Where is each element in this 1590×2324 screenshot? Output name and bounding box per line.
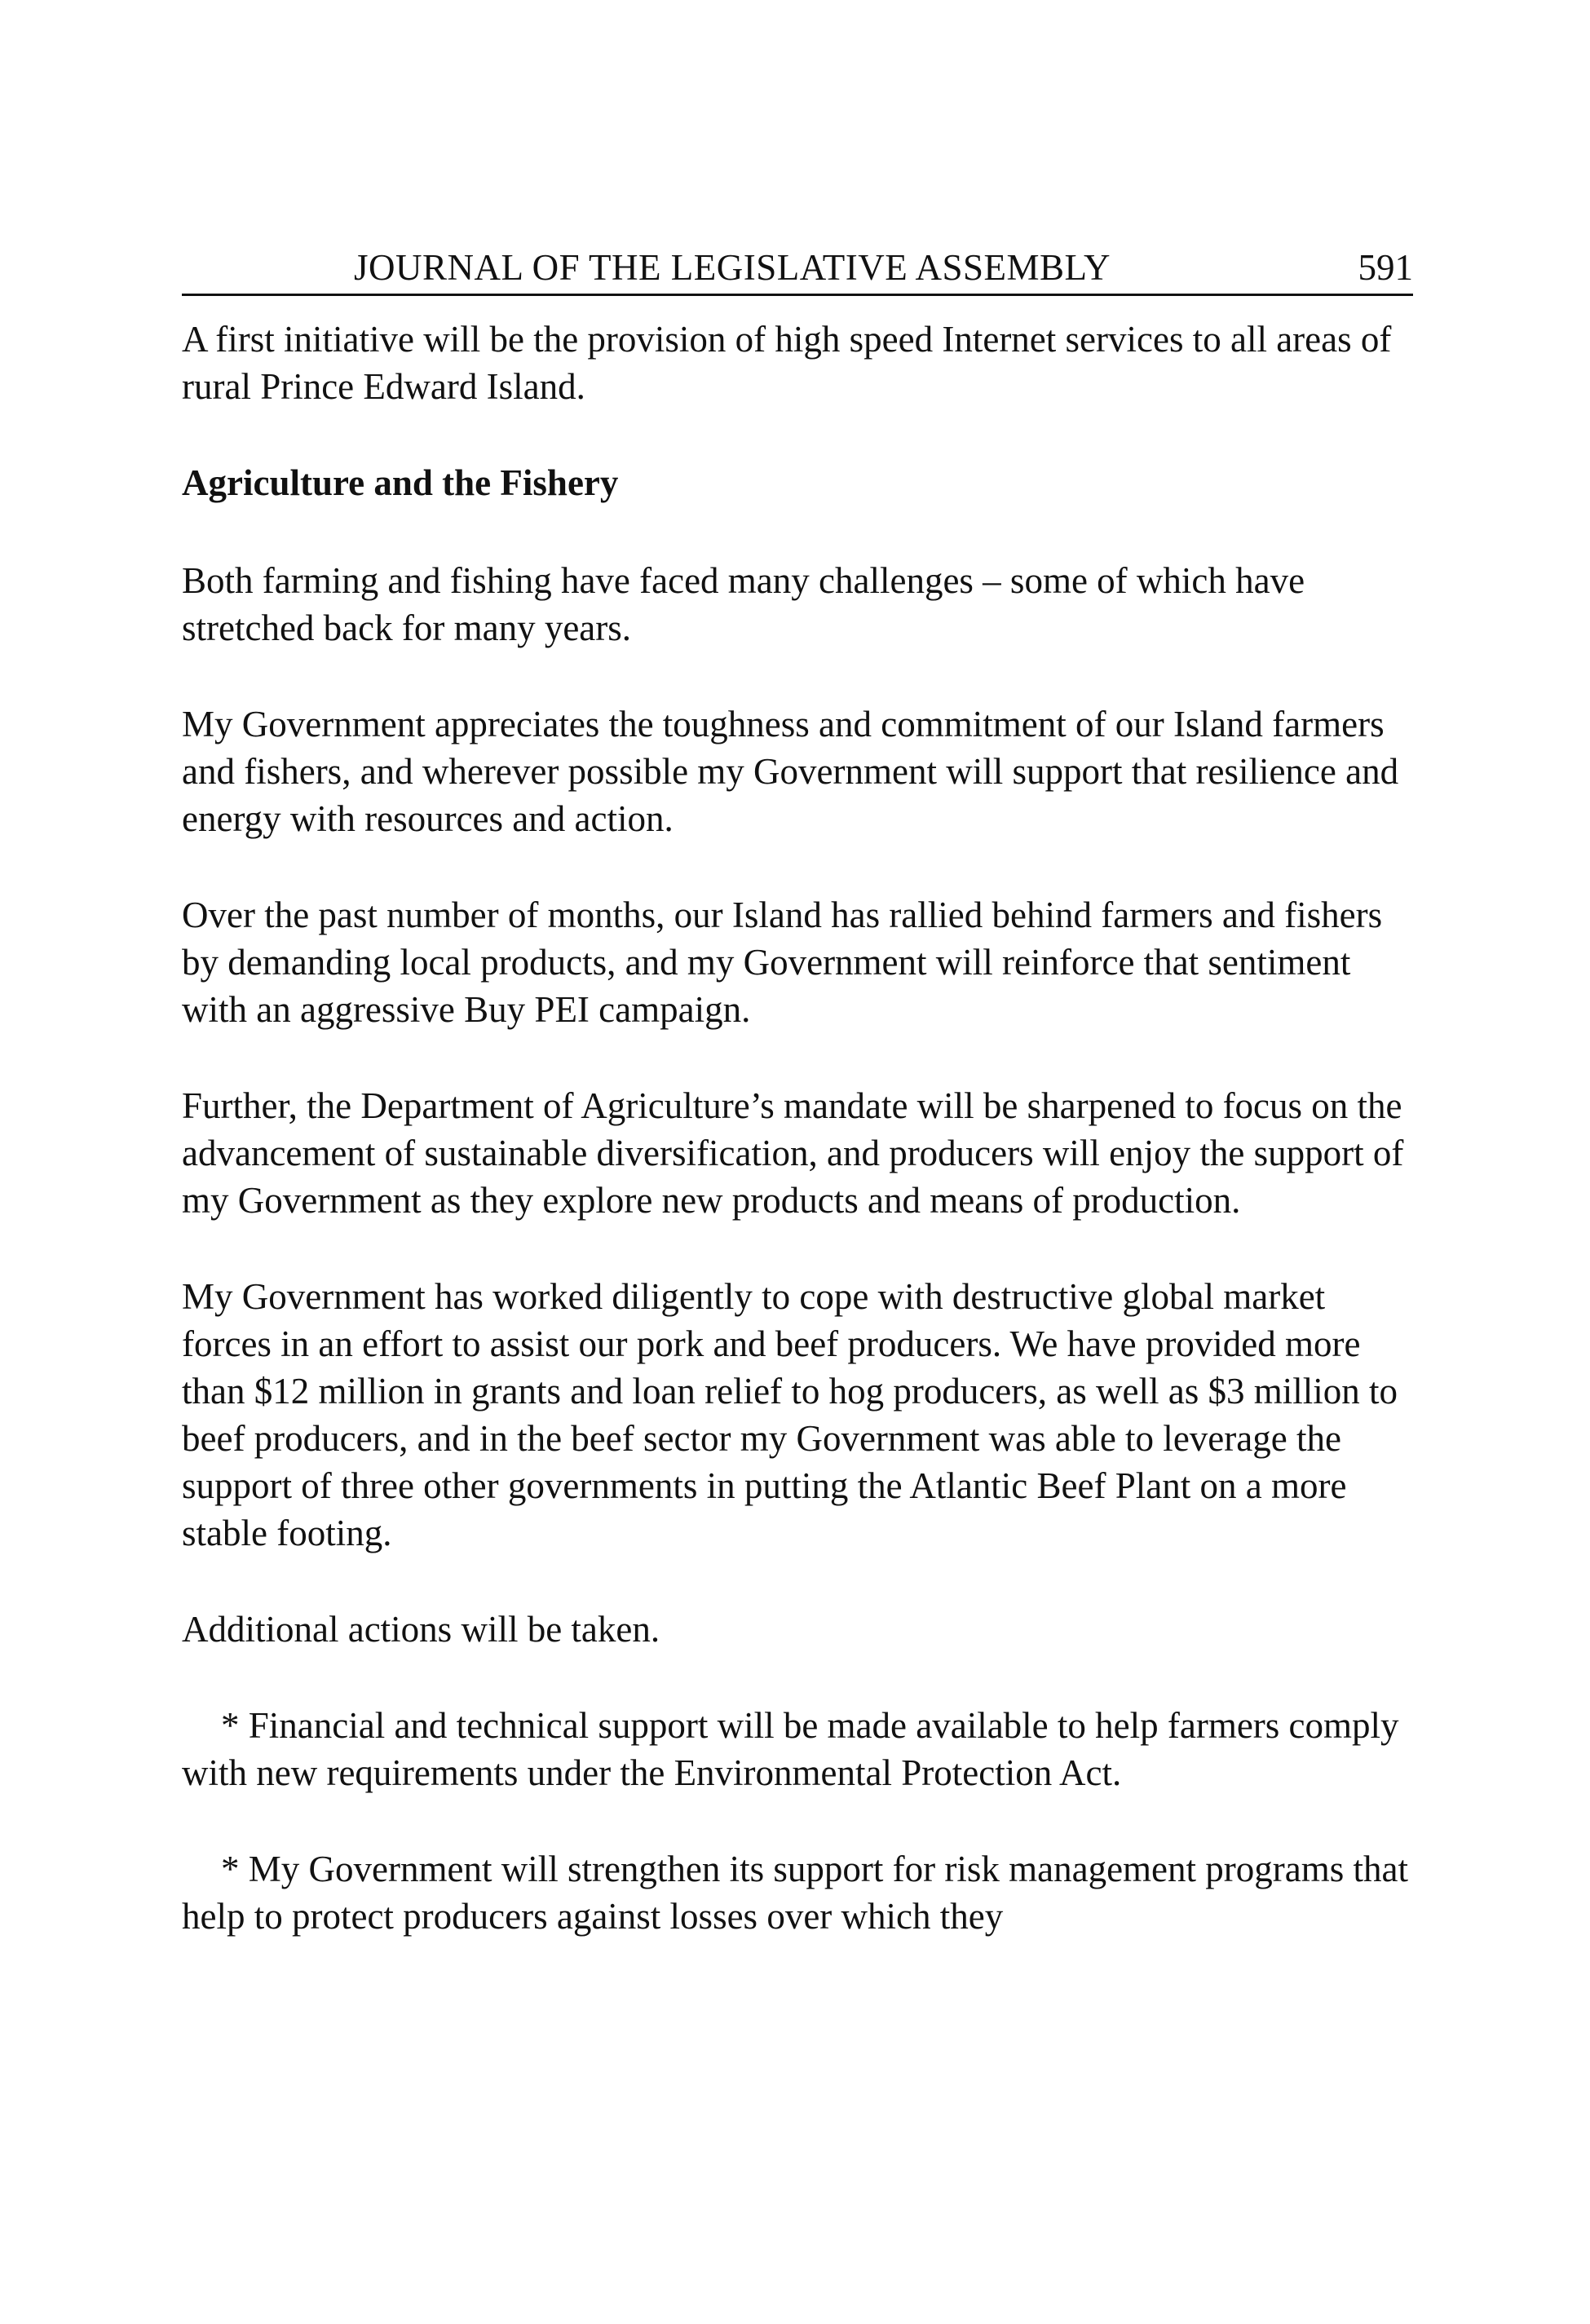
document-body — [182, 316, 1413, 1940]
bullet-risk-management: * My Government will strengthen its support for risk management programs that help to protect producers against losses over which they — [182, 1849, 1408, 1937]
running-header — [182, 245, 1413, 296]
paragraph-internet-initiative: A first initiative will be the provision of high speed Internet services to all areas of rural Prince Edward Island. — [182, 319, 1392, 407]
page-number: 591 — [1358, 247, 1413, 288]
paragraph-buy-pei: Over the past number of months, our Island has rallied behind farmers and fishers by demanding local products, and my Government will reinforce that sentiment with an aggressive Buy PEI campaign. — [182, 895, 1383, 1030]
paragraph-toughness: My Government appreciates the toughness and commitment of our Island farmers and fishers, and wherever possible my Government will support that resilience and energy with resources and action. — [182, 704, 1399, 839]
paragraph-department-mandate: Further, the Department of Agriculture’s mandate will be sharpened to focus on the advancement of sustainable diversification, and producers will enjoy the support of my Government as they explore new products and means of production. — [182, 1085, 1404, 1221]
section-heading-agriculture: Agriculture and the Fishery — [182, 462, 619, 503]
journal-title: JOURNAL OF THE LEGISLATIVE ASSEMBLY — [353, 247, 1111, 288]
paragraph-challenges: Both farming and fishing have faced many challenges – some of which have stretched back for many years. — [182, 560, 1305, 648]
paragraph-additional-actions: Additional actions will be taken. — [182, 1609, 660, 1650]
bullet-financial-support: * Financial and technical support will be made available to help farmers comply with new requirements under the Environmental Protection Act. — [182, 1705, 1399, 1793]
paragraph-market-forces: My Government has worked diligently to cope with destructive global market forces in an effort to assist our pork and beef producers. We have provided more than $12 million in grants and loan relief to hog producers, as well as $3 million to beef producers, and in the beef sector my Government was able to leverage the support of three other governments in putting the Atlantic Beef Plant on a more stable footing. — [182, 1276, 1398, 1553]
document-page — [182, 245, 1413, 1989]
